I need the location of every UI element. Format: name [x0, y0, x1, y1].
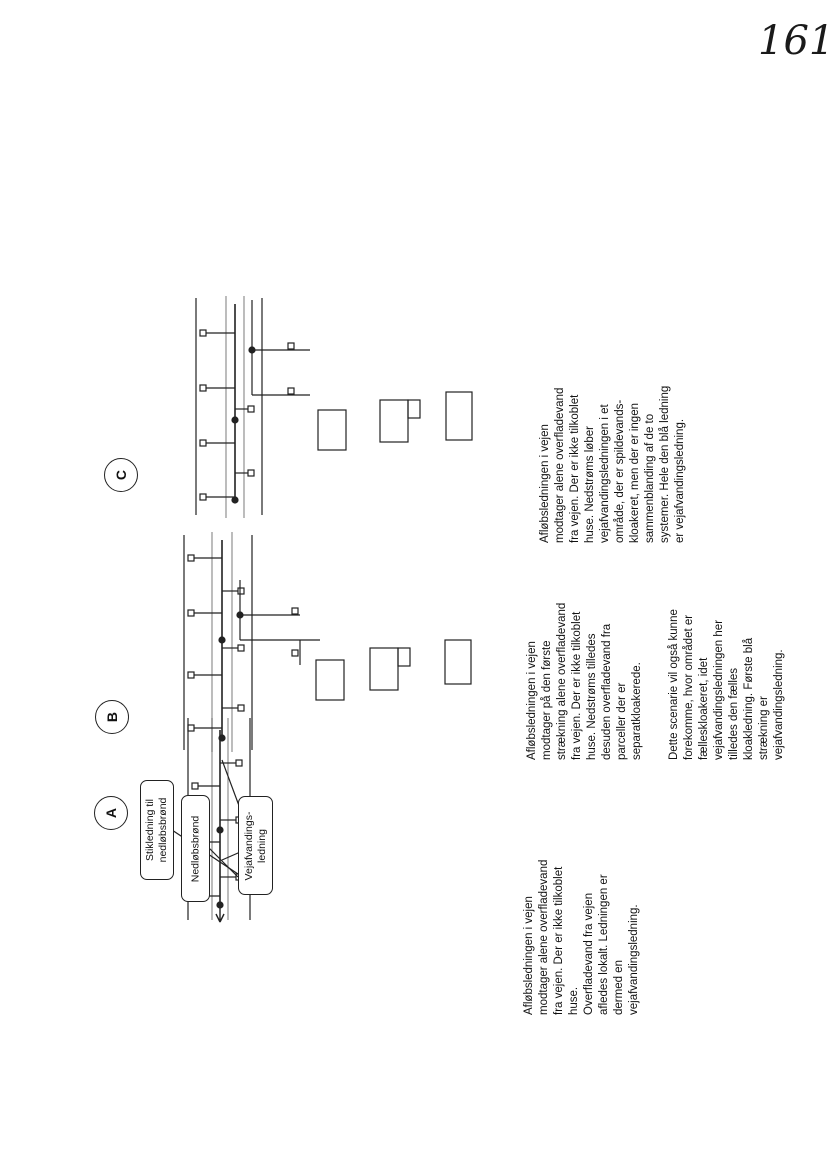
label-a: A	[94, 796, 128, 830]
callout-vejafvanding: Vejafvandings- ledning	[238, 796, 273, 895]
page-number: 161	[758, 18, 834, 64]
house	[318, 410, 346, 450]
house	[380, 400, 408, 442]
label-b: B	[95, 700, 129, 734]
caption-c: Afløbsledningen i vejen modtager alene overfladevand fra vejen. Der er ikke tilkoblet huse. Nedstrøms løber vejafvandingsledningen i et område, der er spildevands- kloakeret, men der er ingen sammenblanding af de to systemer. Hele den blå ledning er vejafvandingsledning.	[539, 385, 686, 543]
house	[446, 392, 472, 440]
manhole	[217, 827, 223, 833]
house	[445, 640, 471, 684]
gully-group	[200, 330, 254, 500]
house	[370, 648, 398, 690]
label-c: C	[104, 458, 138, 492]
house-annex	[408, 400, 420, 418]
diagram-c	[196, 296, 472, 518]
caption-b-part-2: Dette scenarie vil også kunne forekomme, hvor området er fælleskloakeret, idet vejafvandingsledningen her tilledes den fælles kloakledning. Første blå strækning er vejafvandingsledning.	[668, 609, 785, 760]
callout-nedlobsbrond: Nedløbsbrønd	[181, 795, 210, 902]
caption-b-part-1: Afløbsledningen i vejen modtager på den første strækning alene overfladevand fra vejen. Der er ikke tilkoblet huse. Nedstrøms tilledes desuden overfladevand fra parceller der er separatkloakerede.	[526, 602, 643, 760]
house	[316, 660, 344, 700]
house-annex	[398, 648, 410, 666]
gully-group	[188, 555, 244, 731]
pointer-nedlob	[207, 846, 238, 877]
caption-a: Afløbsledningen i vejen modtager alene overfladevand fra vejen. Der er ikke tilkoblet huse. Overfladevand fra vejen afledes lokalt. Ledningen er dermed en vejafvandingsledning.	[523, 859, 640, 1015]
callout-stikledning: Stikledning til nedløbsbrønd	[140, 780, 174, 880]
manhole	[217, 902, 223, 908]
diagram-b	[184, 532, 471, 752]
